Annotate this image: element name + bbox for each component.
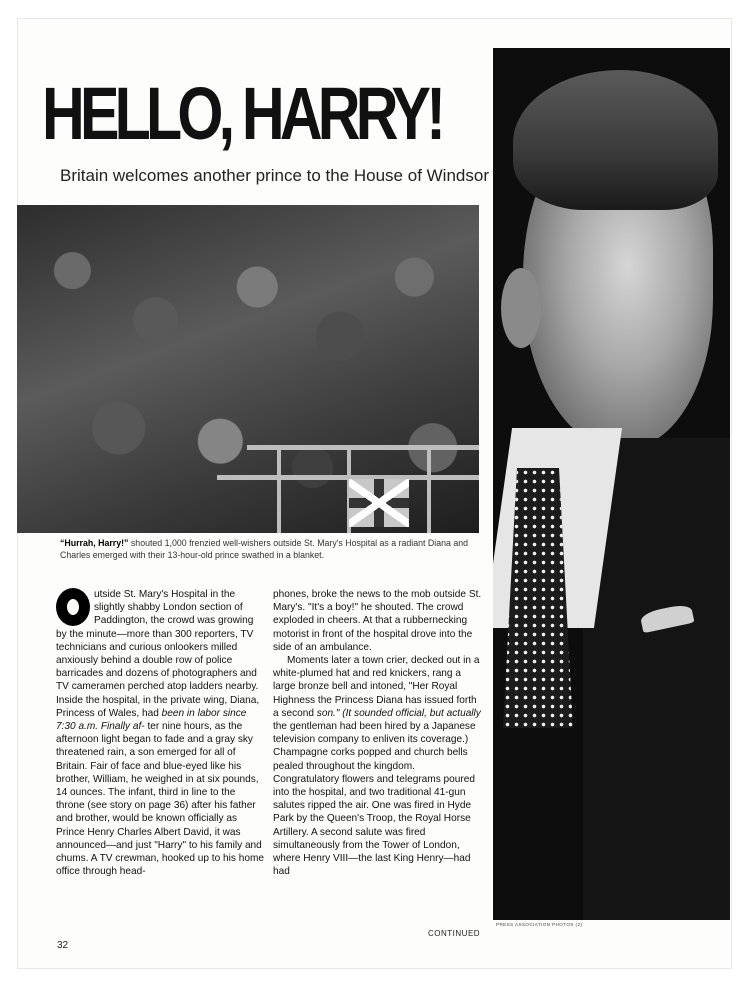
col1-text-a: utside St. Mary's Hospital in the slightly shabby London section of Paddington, the crowd was growing by the minute—more than 300 reporters, TV technicians and curious onlookers milled anxiously behind a double row of police barricades and dozens of photographers and TV cameramen perched atop ladders nearby. Inside the hospital, in the private wing, Diana, Princess of Wales, had	[56, 589, 260, 719]
body-column-1	[56, 588, 266, 878]
photo-credit: PRESS ASSOCIATION PHOTOS (2)	[496, 922, 583, 927]
crowd-photo	[17, 205, 479, 533]
col2-text-b: the gentleman had been hired by a Japanese television company to enliven its coverage.) Champagne corks popped and church bells pealed throughout the kingdom. Congratulatory flowers and telegrams poured into the hospital, and two traditional 41-gun salutes ripped the air. One was fired in Hyde Park by the Queen's Troop, the Royal Horse Artillery. A second salute was fired simultaneously from the Tower of London, where Henry VIII—the last King Henry—had had	[273, 721, 476, 878]
barricade-post	[277, 445, 281, 533]
barricade-rail	[247, 445, 479, 450]
continued-label: CONTINUED	[428, 929, 481, 938]
col1-italic: been in labor since 7:30 a.m. Finally af-	[56, 707, 247, 733]
caption-lead: “Hurrah, Harry!”	[60, 538, 129, 548]
caption-text: shouted 1,000 frenzied well-wishers outside St. Mary's Hospital as a radiant Diana and Charles emerged with their 13-hour-old prince swathed in a blanket.	[60, 538, 469, 560]
page-number: 32	[57, 940, 69, 951]
col2-italic: son." (It sounded official, but actually	[316, 707, 481, 719]
col2-para-1: phones, broke the news to the mob outside St. Mary's. "It's a boy!" he shouted. The crowd exploded in cheers. At that a rubbernecking motorist in front of the hospital drove into the side of an ambulance.	[273, 589, 482, 653]
drop-cap-o	[56, 588, 90, 626]
union-jack-flag	[349, 479, 409, 527]
body-column-2	[273, 588, 483, 878]
subheadline: Britain welcomes another prince to the House of Windsor	[60, 166, 489, 185]
col2-text-a: Moments later a town crier, decked out in a white-plumed hat and red knickers, rang a large bronze bell and intoned, "Her Royal Highness the Princess Diana has issued forth a second	[273, 655, 480, 719]
portrait-hair	[513, 70, 718, 210]
barricade-post	[427, 445, 431, 533]
col1-text-b: ter nine hours, as the afternoon light began to fade and a gray sky threatened rain, a son emerged for all of Britain. Fair of face and blue-eyed like his brother, William, he weighed in at six pounds, 14 ounces. The infant, third in line to the throne (see story on page 36) after his father and brother, would be known officially as Prince Henry Charles Albert David, it was announced—and just "Harry" to his family and chums. A TV crewman, hooked up to his home office through head-	[56, 721, 264, 878]
photo-caption	[60, 537, 480, 561]
portrait-ear	[501, 268, 541, 348]
prince-charles-portrait	[493, 48, 730, 920]
headline: HELLO, HARRY!	[42, 72, 442, 155]
